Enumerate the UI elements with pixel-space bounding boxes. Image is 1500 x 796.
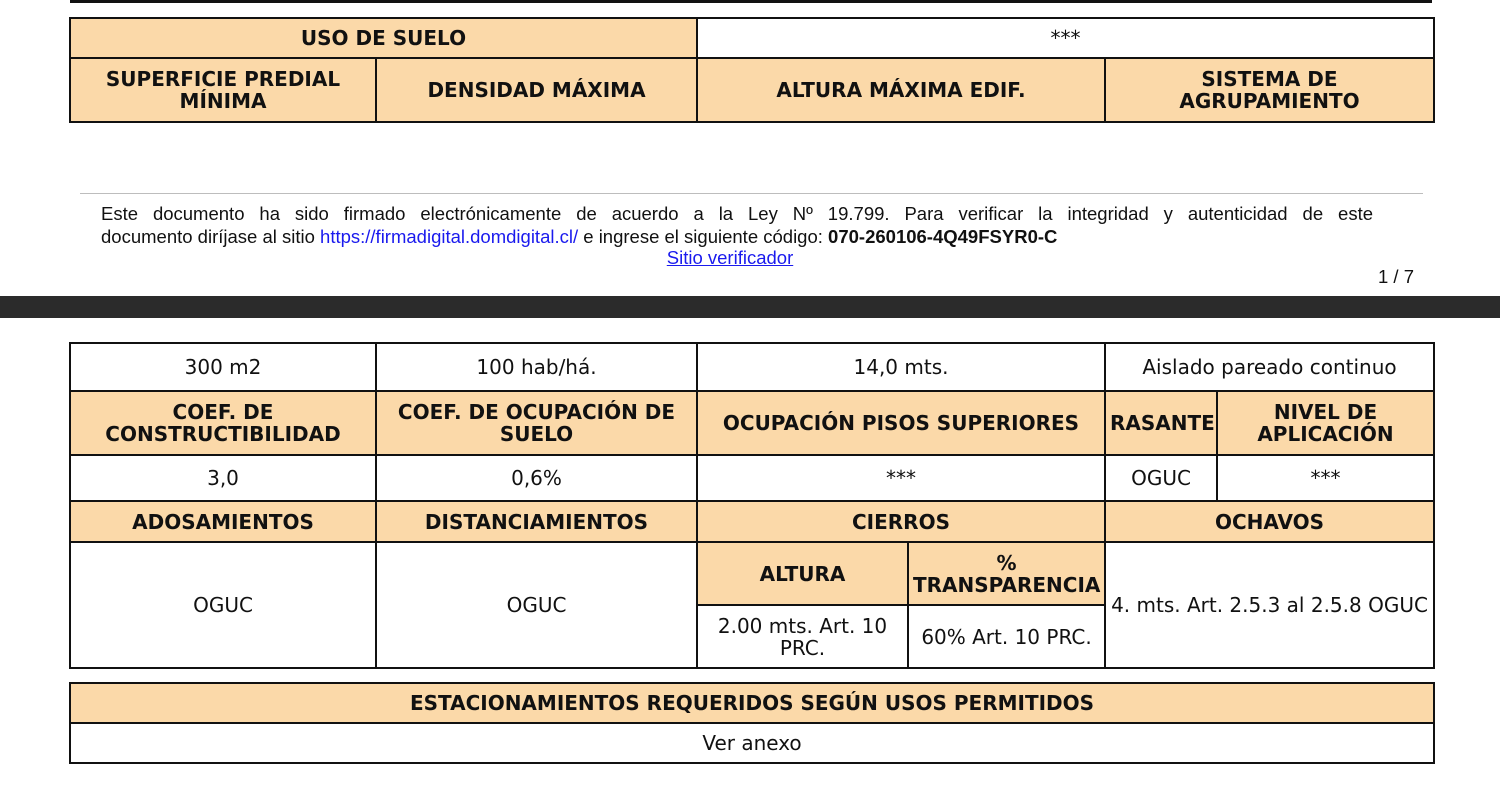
header-altura-maxima: ALTURA MÁXIMA EDIF. bbox=[697, 58, 1105, 122]
value-nivel-aplicacion: *** bbox=[1217, 455, 1434, 501]
header-ochavos: OCHAVOS bbox=[1105, 501, 1434, 542]
header-sistema-agrupamiento: SISTEMA DE AGRUPAMIENTO bbox=[1105, 58, 1434, 122]
page-number: 1 / 7 bbox=[1378, 266, 1414, 287]
uso-suelo-label: USO DE SUELO bbox=[70, 18, 697, 58]
header-coef-constructibilidad: COEF. DE CONSTRUCTIBILIDAD bbox=[70, 391, 376, 455]
parking-table bbox=[69, 682, 1435, 764]
document-page-2 bbox=[0, 318, 1500, 796]
uso-suelo-value: *** bbox=[697, 18, 1434, 58]
table-top-border bbox=[70, 0, 1432, 3]
signature-notice-line2 bbox=[101, 225, 1373, 248]
header-cierros-altura: ALTURA bbox=[697, 542, 908, 605]
land-use-table bbox=[69, 17, 1435, 123]
norms-table bbox=[69, 342, 1435, 669]
header-coef-ocupacion: COEF. DE OCUPACIÓN DE SUELO bbox=[376, 391, 697, 455]
signature-notice-line1: Este documento ha sido firmado electrónicamente de acuerdo a la Ley Nº 19.799. Para verificar la integridad y autenticidad de este bbox=[101, 203, 1373, 224]
value-ocupacion-pisos: *** bbox=[697, 455, 1105, 501]
notice-text-mid: e ingrese el siguiente código: bbox=[578, 226, 829, 247]
value-densidad: 100 hab/há. bbox=[376, 343, 697, 391]
header-distanciamientos: DISTANCIAMIENTOS bbox=[376, 501, 697, 542]
header-densidad-maxima: DENSIDAD MÁXIMA bbox=[376, 58, 697, 122]
value-agrupamiento: Aislado pareado continuo bbox=[1105, 343, 1434, 391]
signature-notice bbox=[101, 202, 1373, 248]
page-separator bbox=[0, 296, 1500, 318]
document-page-1 bbox=[0, 0, 1500, 296]
verifier-row bbox=[0, 247, 1460, 269]
verification-code: 070-260106-4Q49FSYR0-C bbox=[828, 226, 1058, 247]
header-rasante: RASANTE bbox=[1105, 391, 1217, 455]
header-adosamientos: ADOSAMIENTOS bbox=[70, 501, 376, 542]
value-ocupacion-suelo: 0,6% bbox=[376, 455, 697, 501]
value-constructibilidad: 3,0 bbox=[70, 455, 376, 501]
footer-divider bbox=[80, 193, 1423, 194]
header-ocupacion-pisos: OCUPACIÓN PISOS SUPERIORES bbox=[697, 391, 1105, 455]
value-superficie: 300 m2 bbox=[70, 343, 376, 391]
value-altura: 14,0 mts. bbox=[697, 343, 1105, 391]
value-ochavos: 4. mts. Art. 2.5.3 al 2.5.8 OGUC bbox=[1105, 542, 1434, 668]
value-estacionamientos: Ver anexo bbox=[70, 723, 1434, 763]
verifier-link[interactable]: Sitio verificador bbox=[666, 247, 794, 268]
header-estacionamientos: ESTACIONAMIENTOS REQUERIDOS SEGÚN USOS PERMITIDOS bbox=[70, 683, 1434, 723]
value-cierros-transparencia: 60% Art. 10 PRC. bbox=[908, 605, 1105, 668]
notice-text-pre: documento diríjase al sitio bbox=[101, 226, 321, 247]
header-nivel-aplicacion: NIVEL DE APLICACIÓN bbox=[1217, 391, 1434, 455]
value-rasante: OGUC bbox=[1105, 455, 1217, 501]
header-superficie-predial: SUPERFICIE PREDIAL MÍNIMA bbox=[70, 58, 376, 122]
value-distanciamientos: OGUC bbox=[376, 542, 697, 668]
firmadigital-link[interactable]: https://firmadigital.domdigital.cl/ bbox=[320, 226, 579, 247]
header-cierros: CIERROS bbox=[697, 501, 1105, 542]
value-adosamientos: OGUC bbox=[70, 542, 376, 668]
value-cierros-altura: 2.00 mts. Art. 10 PRC. bbox=[697, 605, 908, 668]
header-cierros-transparencia: % TRANSPARENCIA bbox=[908, 542, 1105, 605]
